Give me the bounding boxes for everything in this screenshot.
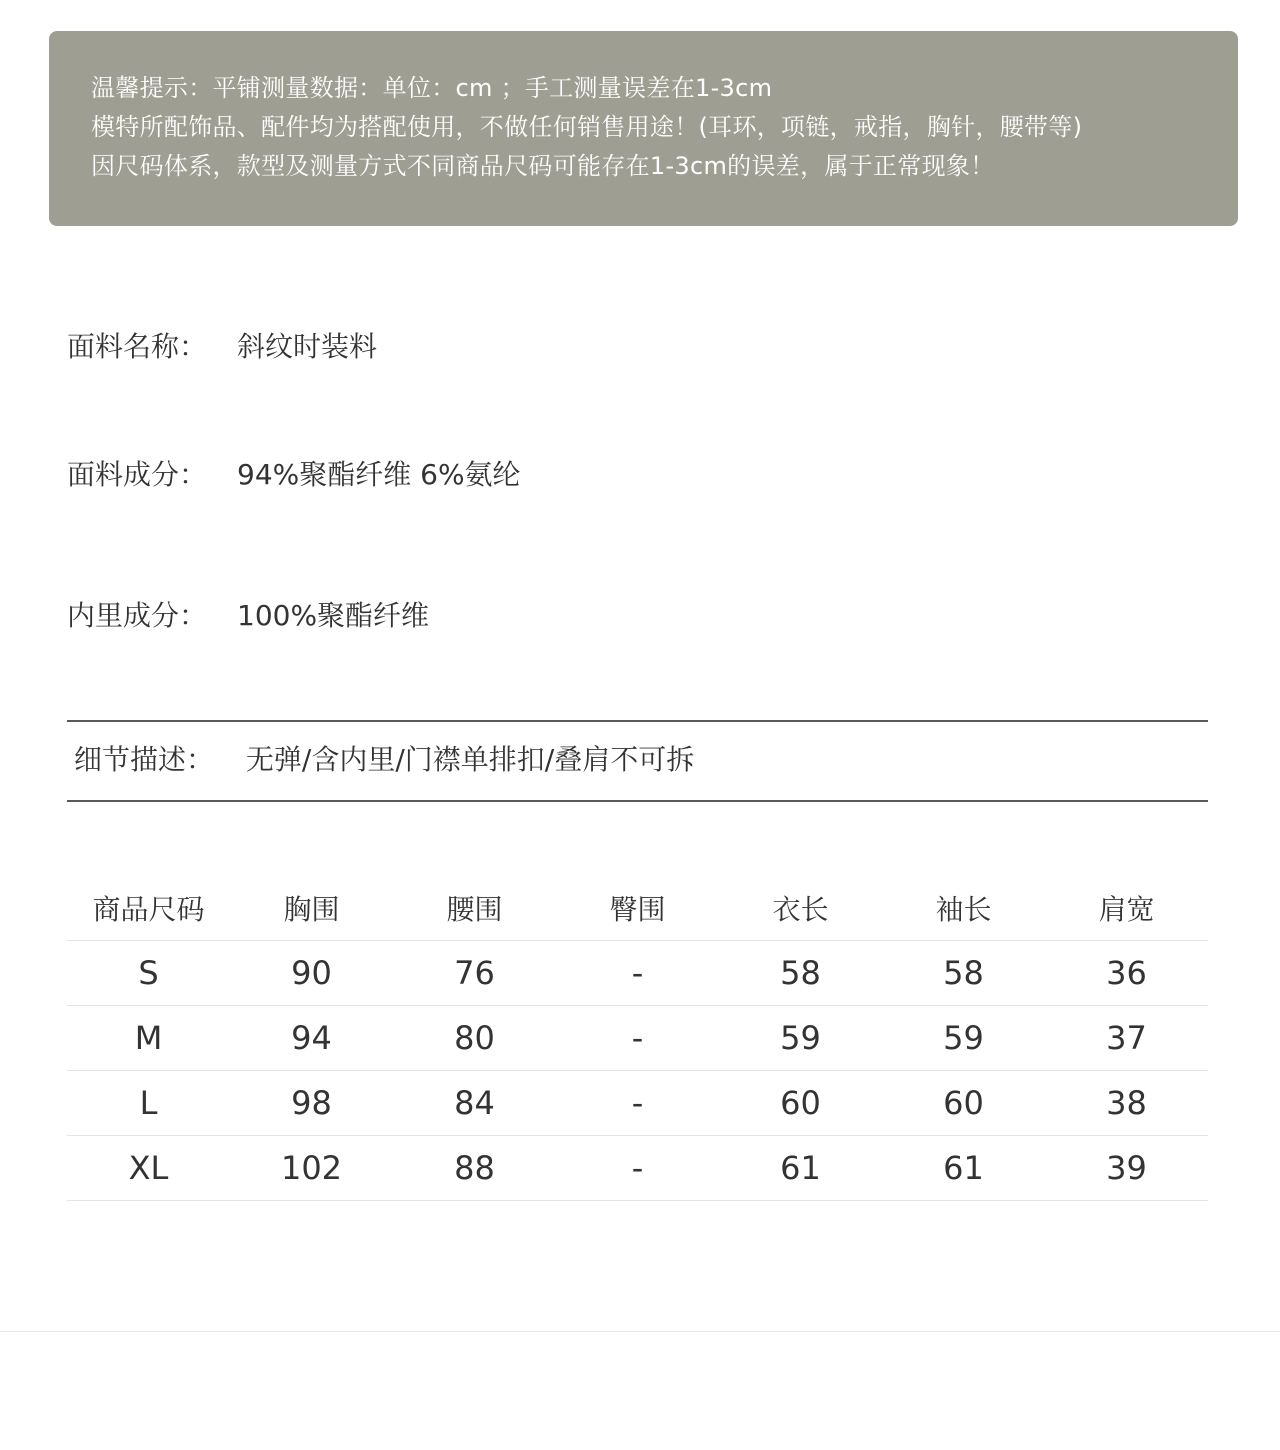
cell-waist: 84 bbox=[393, 1071, 556, 1136]
header-sleeve: 袖长 bbox=[882, 876, 1045, 941]
cell-chest: 98 bbox=[230, 1071, 393, 1136]
cell-length: 58 bbox=[719, 941, 882, 1006]
fabric-composition-row bbox=[67, 453, 521, 493]
detail-label: 细节描述： bbox=[74, 743, 215, 776]
notice-line-size-variance: 因尺码体系，款型及测量方式不同商品尺码可能存在1-3cm的误差，属于正常现象！ bbox=[91, 152, 995, 180]
cell-hip: - bbox=[556, 941, 719, 1006]
header-hip: 臀围 bbox=[556, 876, 719, 941]
notice-line-accessories: 模特所配饰品、配件均为搭配使用，不做任何销售用途！(耳环，项链，戒指，胸针，腰带等) bbox=[91, 113, 1083, 141]
notice-line-measurement: 温馨提示：平铺测量数据：单位：cm ；手工测量误差在1-3cm bbox=[91, 74, 773, 102]
table-row bbox=[67, 1136, 1208, 1201]
cell-shoulder: 36 bbox=[1045, 941, 1208, 1006]
cell-sleeve: 59 bbox=[882, 1006, 1045, 1071]
cell-waist: 88 bbox=[393, 1136, 556, 1201]
cell-chest: 90 bbox=[230, 941, 393, 1006]
cell-size: S bbox=[67, 941, 230, 1006]
cell-hip: - bbox=[556, 1071, 719, 1136]
lining-composition-row bbox=[67, 594, 429, 634]
cell-chest: 94 bbox=[230, 1006, 393, 1071]
lining-composition-value: 100%聚酯纤维 bbox=[237, 599, 430, 632]
cell-sleeve: 60 bbox=[882, 1071, 1045, 1136]
table-row bbox=[67, 941, 1208, 1006]
cell-shoulder: 37 bbox=[1045, 1006, 1208, 1071]
size-chart-table bbox=[67, 876, 1208, 1201]
page-bottom-divider bbox=[0, 1331, 1280, 1332]
cell-hip: - bbox=[556, 1136, 719, 1201]
header-length: 衣长 bbox=[719, 876, 882, 941]
table-row bbox=[67, 1071, 1208, 1136]
cell-shoulder: 39 bbox=[1045, 1136, 1208, 1201]
lining-composition-label: 内里成分： bbox=[67, 599, 208, 632]
cell-size: M bbox=[67, 1006, 230, 1071]
cell-length: 60 bbox=[719, 1071, 882, 1136]
header-chest: 胸围 bbox=[230, 876, 393, 941]
notice-box bbox=[49, 31, 1238, 226]
header-waist: 腰围 bbox=[393, 876, 556, 941]
cell-sleeve: 61 bbox=[882, 1136, 1045, 1201]
cell-shoulder: 38 bbox=[1045, 1071, 1208, 1136]
cell-length: 59 bbox=[719, 1006, 882, 1071]
detail-top-divider bbox=[67, 720, 1208, 722]
size-chart-header-row bbox=[67, 876, 1208, 941]
cell-hip: - bbox=[556, 1006, 719, 1071]
fabric-name-value: 斜纹时装料 bbox=[237, 330, 378, 363]
fabric-composition-label: 面料成分： bbox=[67, 458, 208, 491]
detail-row bbox=[74, 738, 694, 778]
detail-value: 无弹/含内里/门襟单排扣/叠肩不可拆 bbox=[245, 743, 695, 776]
fabric-name-label: 面料名称： bbox=[67, 330, 208, 363]
cell-sleeve: 58 bbox=[882, 941, 1045, 1006]
cell-size: XL bbox=[67, 1136, 230, 1201]
fabric-composition-value: 94%聚酯纤维 6%氨纶 bbox=[237, 458, 521, 491]
cell-chest: 102 bbox=[230, 1136, 393, 1201]
cell-length: 61 bbox=[719, 1136, 882, 1201]
cell-waist: 80 bbox=[393, 1006, 556, 1071]
detail-bottom-divider bbox=[67, 800, 1208, 802]
header-shoulder: 肩宽 bbox=[1045, 876, 1208, 941]
cell-waist: 76 bbox=[393, 941, 556, 1006]
fabric-name-row bbox=[67, 325, 377, 365]
cell-size: L bbox=[67, 1071, 230, 1136]
header-size: 商品尺码 bbox=[67, 876, 230, 941]
table-row bbox=[67, 1006, 1208, 1071]
